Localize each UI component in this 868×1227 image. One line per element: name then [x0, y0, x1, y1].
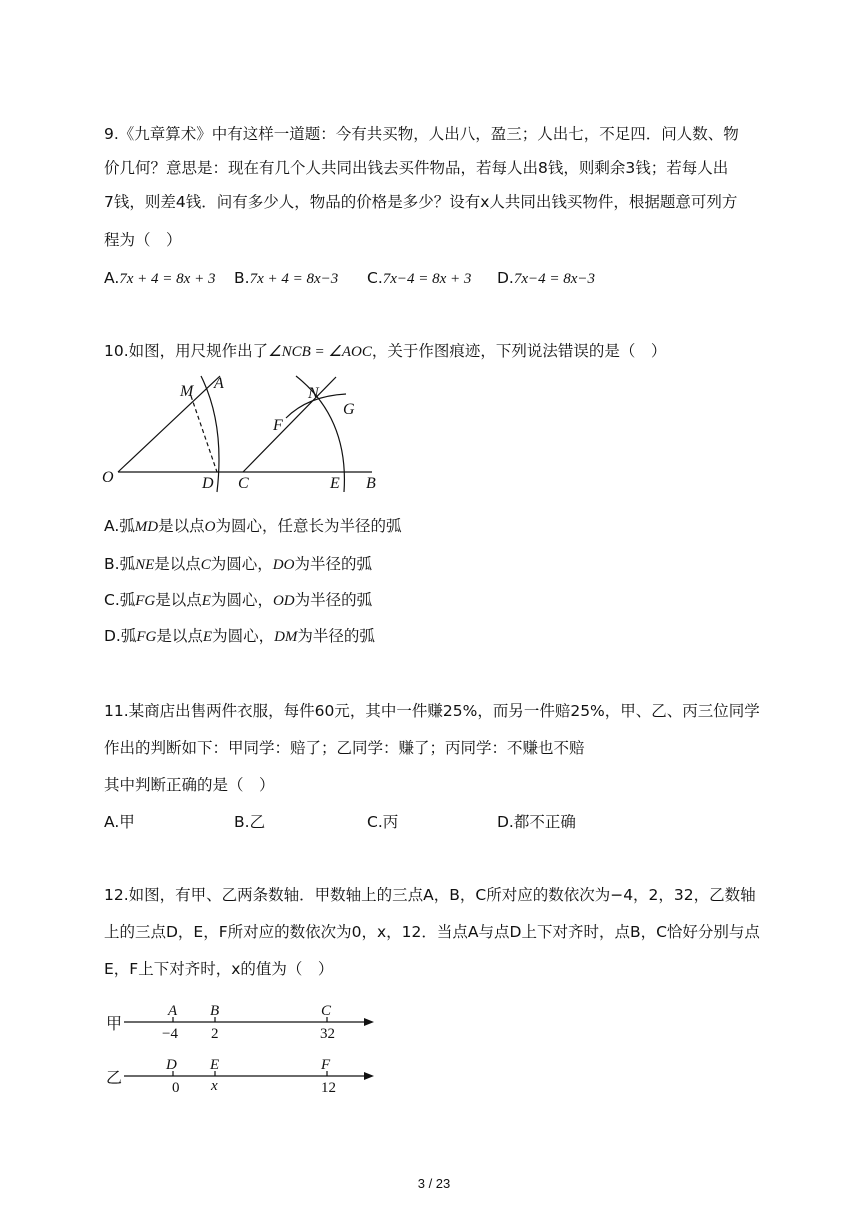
q9-option-c[interactable] [367, 268, 471, 289]
option-text: 丙 [382, 813, 399, 831]
option-math: E [202, 629, 213, 645]
q9-option-b[interactable] [234, 268, 338, 289]
q10-stem [104, 341, 666, 362]
option-expression: 7x−4 = 8x + 3 [382, 271, 472, 287]
axis-point-value: x [211, 1078, 218, 1094]
q9-line-1: 9.《九章算术》中有这样一道题：今有共买物，人出八，盈三；人出七，不足四．问人数、物 [104, 125, 739, 143]
option-letter: D. [497, 813, 514, 831]
q9-line-3: 7钱，则差4钱．问有多少人，物品的价格是多少？设有x人共同出钱买物件，根据题意可列方 [104, 193, 738, 211]
axis-point-value: 0 [172, 1080, 180, 1096]
option-math: OD [272, 593, 295, 609]
q9-option-a[interactable] [104, 268, 215, 289]
axis-2-name: 乙 [106, 1070, 123, 1087]
option-letter: A. [104, 813, 120, 831]
q10-stem-math: ∠NCB = ∠AOC [268, 344, 372, 360]
axis-point-label: E [210, 1057, 220, 1073]
option-letter: C. [367, 269, 383, 287]
option-text: 弧 [119, 555, 136, 573]
q10-stem-suffix: ，关于作图痕迹，下列说法错误的是（ ） [371, 342, 667, 360]
option-letter: C. [367, 813, 383, 831]
option-text: 为圆心，任意长为半径的弧 [215, 517, 402, 535]
option-text: 都不正确 [513, 813, 576, 831]
option-text: 为圆心， [212, 627, 275, 645]
option-math: FG [135, 593, 156, 609]
option-math: C [200, 557, 211, 573]
q10-option-a[interactable] [104, 516, 401, 537]
label-N: N [308, 385, 319, 402]
option-text: 为半径的弧 [294, 591, 373, 609]
axis-point-value: 2 [211, 1026, 219, 1042]
option-letter: B. [234, 269, 250, 287]
option-math: NE [135, 557, 155, 573]
option-text: 是以点 [156, 627, 203, 645]
q10-option-d[interactable] [104, 626, 375, 647]
axis-point-value: −4 [162, 1026, 178, 1042]
option-expression: 7x−4 = 8x−3 [513, 271, 596, 287]
q9-option-d[interactable] [497, 268, 595, 289]
axis-point-label: B [210, 1003, 220, 1019]
q12-line-2: 上的三点D，E，F所对应的数依次为0，x，12．当点A与点D上下对齐时，点B，C恰好分别与点 [104, 923, 760, 941]
q10-figure [96, 368, 396, 496]
option-letter: C. [104, 591, 120, 609]
label-D: D [202, 475, 214, 492]
q10-option-b[interactable] [104, 554, 372, 575]
q12-line-1: 12.如图，有甲、乙两条数轴．甲数轴上的三点A，B，C所对应的数依次为−4，2，32，乙数轴 [104, 886, 756, 904]
label-C: C [238, 475, 249, 492]
option-math: E [201, 593, 211, 609]
q12-line-3: E，F上下对齐时，x的值为（ ） [104, 960, 334, 978]
axis-point-label: C [321, 1003, 332, 1019]
option-letter: A. [104, 517, 120, 535]
option-text: 是以点 [155, 591, 202, 609]
q10-stem-prefix: 10.如图，用尺规作出了 [104, 342, 269, 360]
option-math: MD [134, 519, 159, 535]
option-text: 是以点 [158, 517, 205, 535]
option-math: O [204, 519, 216, 535]
label-B: B [366, 475, 376, 492]
axis-point-label: F [321, 1057, 331, 1073]
label-G: G [343, 401, 355, 418]
label-F: F [273, 417, 283, 434]
option-math: DO [272, 557, 295, 573]
label-E: E [330, 475, 340, 492]
q9-line-2: 价几何？意思是：现在有几个人共同出钱去买件物品，若每人出8钱，则剩余3钱；若每人出 [104, 159, 729, 177]
option-expression: 7x + 4 = 8x−3 [249, 271, 339, 287]
option-text: 为半径的弧 [297, 627, 375, 645]
label-A: A [214, 375, 224, 392]
q11-line-2: 作出的判断如下：甲同学：赔了；乙同学：赚了；丙同学：不赚也不赔 [104, 739, 585, 757]
axis-point-label: A [168, 1003, 178, 1019]
option-math: DM [274, 629, 298, 645]
option-text: 为圆心， [210, 591, 273, 609]
q11-line-3: 其中判断正确的是（ ） [104, 776, 275, 794]
axis-point-value: 12 [321, 1080, 336, 1096]
q11-option-a[interactable] [104, 812, 135, 832]
axis-1-name: 甲 [106, 1016, 123, 1033]
page-number: 3 / 23 [417, 1176, 451, 1191]
option-letter: B. [234, 813, 250, 831]
axis-point-value: 32 [320, 1026, 335, 1042]
option-text: 弧 [120, 627, 137, 645]
option-letter: D. [497, 269, 514, 287]
q9-line-4: 程为（ ） [104, 231, 182, 249]
label-M: M [180, 383, 194, 400]
q11-option-c[interactable] [367, 812, 398, 832]
option-letter: D. [104, 627, 121, 645]
option-letter: A. [104, 269, 120, 287]
q12-number-lines [100, 1000, 390, 1100]
label-O: O [102, 469, 114, 486]
q11-option-b[interactable] [234, 812, 265, 832]
q11-option-d[interactable] [497, 812, 576, 832]
option-letter: B. [104, 555, 120, 573]
option-text: 弧 [119, 591, 136, 609]
q10-option-c[interactable] [104, 590, 372, 611]
option-text: 弧 [119, 517, 135, 535]
option-text: 为圆心， [210, 555, 273, 573]
option-text: 是以点 [154, 555, 201, 573]
axis-point-label: D [166, 1057, 177, 1073]
option-text: 乙 [249, 813, 266, 831]
option-text: 甲 [119, 813, 135, 831]
option-text: 为半径的弧 [294, 555, 372, 573]
option-expression: 7x + 4 = 8x + 3 [119, 271, 216, 287]
q11-line-1: 11.某商店出售两件衣服，每件60元，其中一件赚25%，而另一件赔25%，甲、乙、丙三位同学 [104, 702, 760, 720]
option-math: FG [136, 629, 157, 645]
